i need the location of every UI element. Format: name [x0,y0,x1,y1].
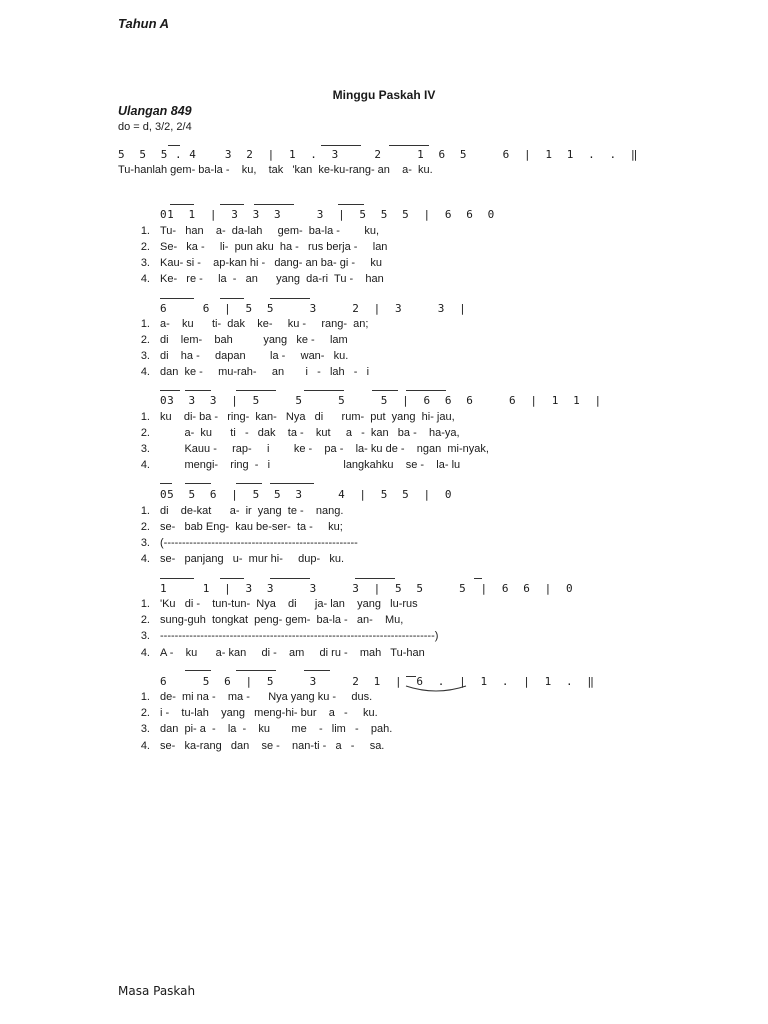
verse-notes: 01 1 | 3 3 3 3 | 5 5 5 | 6 6 0 [160,208,495,221]
line-number: 3. [140,723,150,735]
verse-notes: 03 3 3 | 5 5 5 5 | 6 6 6 6 | 1 1 | [160,394,602,407]
beam [355,578,395,579]
lyric-line: Ke- re - la - an yang da-ri Tu - han [160,273,384,285]
lyric-line: i - tu-lah yang meng-hi- bur a - ku. [160,707,378,719]
beam [185,390,211,391]
lyric-line: ---------------------------------------------------------------------------) [160,630,439,642]
beam [185,483,211,484]
beam [270,483,314,484]
lyric-line: Tu- han a- da-lah gem- ba-la - ku, [160,225,380,237]
beam [220,204,244,205]
line-number: 3. [140,537,150,549]
beam [321,145,361,146]
line-number: 1. [140,225,150,237]
beam [185,670,211,671]
lyric-line: se- bab Eng- kau be-ser- ta - ku; [160,521,343,533]
refrain-lyrics: Tu-hanlah gem- ba-la - ku, tak 'kan ke-ku-rang- an a- ku. [118,164,433,176]
footer-label: Masa Paskah [118,984,196,998]
lyric-line: a- ku ti - dak ta - kut a - kan ba - ha-ya, [160,427,460,439]
beam [160,578,194,579]
beam [220,578,244,579]
beam [270,298,310,299]
lyric-line: se- panjang u- mur hi- dup- ku. [160,553,345,565]
beam [160,390,180,391]
page-title: Minggu Paskah IV [332,88,436,102]
line-number: 4. [140,553,150,565]
line-number: 1. [140,691,150,703]
lyric-line: Se- ka - li- pun aku ha - rus berja - lan [160,241,388,253]
lyric-line: A - ku a- kan di - am di ru - mah Tu-han [160,647,425,659]
lyric-line: di lem- bah yang ke - lam [160,334,348,346]
line-number: 1. [140,318,150,330]
beam [406,390,446,391]
refrain-notes: 5 5 5 . 4 3 2 | 1 . 3 2 1 6 5 6 | 1 1 . . ‖ [118,148,638,161]
beam [160,298,194,299]
lyric-line: Kauu - rap- i ke - pa - la- ku de - ngan mi-nyak, [160,443,489,455]
lyric-line: (----------------------------------------------------- [160,537,358,549]
lyric-line: dan ke - mu-rah- an i - lah - i [160,366,370,378]
lyric-line: ku di- ba - ring- kan- Nya di rum- put yang hi- jau, [160,411,455,423]
lyric-line: se- ka-rang dan se - nan-ti - a - sa. [160,740,385,752]
line-number: 2. [140,614,150,626]
lyric-line: sung-guh tongkat peng- gem- ba-la - an- Mu, [160,614,404,626]
beam [270,578,310,579]
line-number: 4. [140,740,150,752]
beam [160,483,172,484]
lyric-line: de- mi na - ma - Nya yang ku - dus. [160,691,373,703]
lyric-line: Kau- si - ap-kan hi - dang- an ba- gi - ku [160,257,382,269]
beam [304,670,330,671]
line-number: 2. [140,241,150,253]
lyric-line: di ha - dapan la - wan- ku. [160,350,349,362]
line-number: 4. [140,647,150,659]
line-number: 3. [140,443,150,455]
line-number: 4. [140,459,150,471]
lyric-line: dan pi- a - la - ku me - lim - pah. [160,723,393,735]
season-label: Tahun A [118,16,170,31]
beam [304,390,344,391]
line-number: 3. [140,257,150,269]
beam [236,670,276,671]
lyric-line: 'Ku di - tun-tun- Nya di ja- lan yang lu-rus [160,598,418,610]
line-number: 2. [140,427,150,439]
beam [168,145,180,146]
line-number: 3. [140,350,150,362]
line-number: 3. [140,630,150,642]
slur-mark [404,684,468,696]
ulangan-number: Ulangan 849 [118,104,192,118]
beam [338,204,364,205]
beam [236,483,262,484]
line-number: 2. [140,334,150,346]
line-number: 2. [140,707,150,719]
lyric-line: di de-kat a- ir yang te - nang. [160,505,344,517]
line-number: 1. [140,411,150,423]
line-number: 1. [140,505,150,517]
beam [474,578,482,579]
beam [389,145,429,146]
beam [236,390,276,391]
lyric-line: a- ku ti- dak ke- ku - rang- an; [160,318,369,330]
key-signature: do = d, 3/2, 2/4 [118,121,192,133]
verse-notes: 6 5 6 | 5 3 2 1 | 6 . | 1 . | 1 . ‖ [160,675,595,688]
line-number: 4. [140,273,150,285]
beam [220,298,244,299]
beam [372,390,398,391]
line-number: 1. [140,598,150,610]
beam [254,204,294,205]
line-number: 4. [140,366,150,378]
verse-notes: 6 6 | 5 5 3 2 | 3 3 | [160,302,467,315]
verse-notes: 05 5 6 | 5 5 3 4 | 5 5 | 0 [160,488,453,501]
line-number: 2. [140,521,150,533]
verse-notes: 1 1 | 3 3 3 3 | 5 5 5 | 6 6 | 0 [160,582,574,595]
beam [170,204,194,205]
lyric-line: mengi- ring - i langkahku se - la- lu [160,459,461,471]
